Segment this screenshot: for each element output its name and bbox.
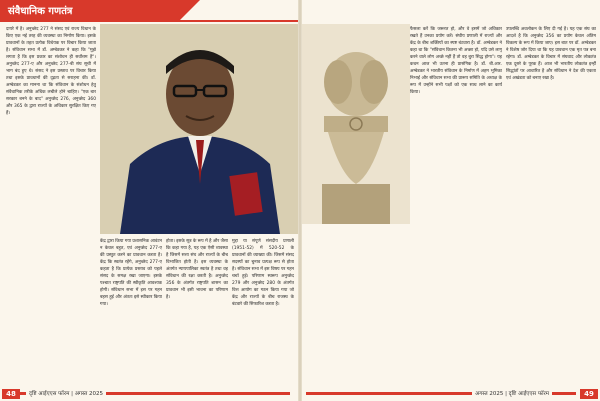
footer-text: अगस्त 2025 | दृष्टि आईएएस फॉरम [472,389,552,399]
header-rule [0,20,298,22]
text-column-2: केंद्र द्वारा किया गया प्रशासनिक आवंटन न केवल बहुत, एवं अनुच्छेद 277-ए की प्रस्तुत करने का प्रावधान करता है। केंद्र कि स्वतंत्र रहेंगे, अनुच्छेद 277-ए कहता है कि प्रत्येक प्रस्ताव को पहले संसद के समक्ष रखा जाएगा। इसके पश्चात राष्ट्रपति की स्वीकृति आवश्यक होगी। संविधान सभा में इस पर गहन बहस हुई और अंततः इसे स्वीकार किया गया। [100,239,162,307]
text-column-4: मुद्दा या संपूर्ण संसदीय प्रणाली (1951-52) में 520-52 के प्रावधानों की व्याख्या की। जिसमें संसद सदस्यों का चुनाव प्रत्यक्ष रूप से होता है। संविधान सभा में इस विषय पर गहन चर्चा हुई। परिणाम स्वरूप अनुच्छेद 279 और अनुच्छेद 280 के अंतर्गत वित्त आयोग का गठन किया गया जो केंद्र और राज्यों के बीच राजस्व के बंटवारे की सिफारिश करता है। [232,239,294,307]
lion-capital-illustration [302,24,410,224]
page-number: 49 [580,389,598,399]
text-column-1: दायरे में है। अनुच्छेद 277 ने संसद एवं राज्य विधान के किए एक नई तरह की व्यवस्था का निर्माण किया। इसके प्रावधानों के तहत प्रत्येक विधेयक पर विचार किया जाता है। संविधान सभा में डॉ. अम्बेडकर ने कहा कि "मुझे लगता है कि इस प्रकार का संशोधन ही सर्वोत्तम है"। अनुच्छेद 277-ए और अनुच्छेद 277-बी संघ सूची में भाग बंद हुए थे। संसद ने इस प्रस्ताव पर विचार किया तथा इसके प्रावधानों की दृढ़ता से सराहना की। डॉ. अम्बेडकर का मानना था कि संविधान के संशोधन हेतु संवैधानिक तरीके अधिक लचीले होने चाहिए। "एक बार सरकार बनने के बाद" अनुच्छेद 276, अनुच्छेद 360 और 365 के द्वारा राज्यों के अधिकार सुरक्षित किए गए हैं। [6,27,96,116]
ashoka-emblem-image [302,24,410,224]
page-number: 48 [2,389,20,399]
text-column-3: होता। इसके सूत्र के रूप में है और जैसा कि कहा गया है, यह एक ऐसी व्यवस्था है जिसमें सत्ता संघ और राज्यों के बीच विभाजित होती है। इस व्यवस्था के अंतर्गत न्यायपालिका स्वतंत्र है तथा वह संविधान की रक्षा करती है। अनुच्छेद 356 के अंतर्गत राष्ट्रपति शासन का प्रावधान भी इसी भावना का परिणाम है। [166,239,228,300]
text-column-5: फैसला करें कि जरूरत हो, और वे इसमें जो अधिकार रखते हैं उनका प्रयोग करें। संघीय प्रणाली में राज्यों और केंद्र के बीच शक्तियों का स्पष्ट बंटवारा है। डॉ. अम्बेडकर ने कहा था कि "संविधान कितना भी अच्छा हो, यदि उसे लागू करने वाले लोग अच्छे नहीं हैं तो वह बुरा सिद्ध होगा"। यह कथन आज भी उतना ही प्रासंगिक है। डॉ. बी.आर. अम्बेडकर ने भारतीय संविधान के निर्माण में अहम भूमिका निभाई और संविधान सभा की प्रारूप समिति के अध्यक्ष के रूप में उन्होंने सभी पक्षों को एक साथ लाने का कार्य किया। [410,27,502,95]
left-page [0,0,298,401]
section-title: संवैधानिक गणतंत्र [8,6,73,17]
footer-text: दृष्टि आईएएस फॉरम | अगस्त 2025 [26,389,106,399]
right-footer [302,387,600,401]
right-page [302,0,600,401]
left-footer [0,387,298,401]
portrait-illustration [100,24,298,234]
text-column-6: उपलब्धि अवलोकन के लिए दी गई है। यह एक संघ का आदर्श है कि अनुच्छेद 356 का प्रयोग केवल अंतिम विकल्प के रूप में किया जाए। इस बात पर डॉ. अम्बेडकर ने विशेष जोर दिया था कि यह प्रावधान एक मृत पत्र बना रहेगा। डॉ. अम्बेडकर के विचार में संघवाद और लोकतंत्र एक दूसरे के पूरक हैं। आज भी भारतीय लोकतंत्र इन्हीं सिद्धांतों पर आधारित है और संविधान ने देश की एकता एवं अखंडता को बनाए रखा है। [506,27,596,81]
ambedkar-portrait-photo [100,24,298,234]
